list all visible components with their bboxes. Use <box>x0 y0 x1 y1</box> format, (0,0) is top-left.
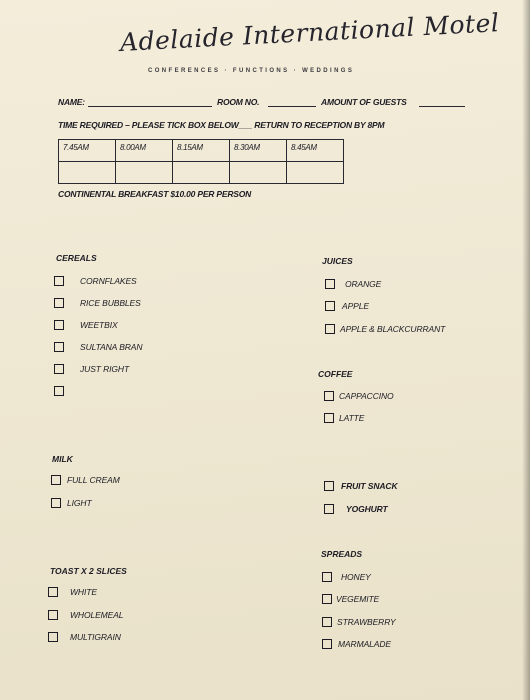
list-item[interactable]: LATTE <box>324 410 394 426</box>
motel-logo: Adelaide International Motel <box>119 8 501 57</box>
toast-heading: TOAST X 2 SLICES <box>50 566 127 576</box>
checkbox[interactable] <box>324 391 334 401</box>
checkbox[interactable] <box>324 481 334 491</box>
list-item[interactable]: MULTIGRAIN <box>48 629 123 645</box>
time-instruction: TIME REQUIRED – PLEASE TICK BOX BELOW___ RETURN TO RECEPTION BY 8PM <box>58 120 385 130</box>
guests-label: AMOUNT OF GUESTS <box>321 97 407 107</box>
list-item[interactable]: STRAWBERRY <box>322 614 396 630</box>
checkbox[interactable] <box>48 587 58 597</box>
checkbox[interactable] <box>325 324 335 334</box>
time-cell: 8.15AM <box>173 140 230 162</box>
list-item[interactable]: SULTANA BRAN <box>54 339 142 355</box>
juices-list <box>325 276 445 337</box>
spreads-heading: SPREADS <box>321 549 363 559</box>
guests-field-line[interactable] <box>419 106 465 107</box>
checkbox[interactable] <box>48 610 58 620</box>
time-header-row <box>59 140 344 162</box>
list-item[interactable]: WHITE <box>48 584 123 600</box>
checkbox[interactable] <box>54 298 64 308</box>
list-item[interactable]: APPLE & BLACKCURRANT <box>325 321 445 337</box>
checkbox[interactable] <box>324 413 334 423</box>
list-item[interactable] <box>54 383 142 399</box>
checkbox[interactable] <box>325 301 335 311</box>
price-note: CONTINENTAL BREAKFAST $10.00 PER PERSON <box>58 189 252 199</box>
milk-heading: MILK <box>52 454 73 464</box>
tick-cell[interactable] <box>59 162 116 184</box>
list-item[interactable]: VEGEMITE <box>322 591 396 607</box>
checkbox[interactable] <box>48 632 58 642</box>
cereals-heading: CEREALS <box>56 253 97 263</box>
checkbox[interactable] <box>51 498 61 508</box>
list-item[interactable]: YOGHURT <box>324 501 398 517</box>
time-table <box>58 139 344 184</box>
checkbox[interactable] <box>54 320 64 330</box>
list-item[interactable]: WEETBIX <box>54 317 142 333</box>
list-item[interactable]: WHOLEMEAL <box>48 607 123 623</box>
tagline: CONFERENCES · FUNCTIONS · WEDDINGS <box>148 68 355 74</box>
tick-cell[interactable] <box>173 162 230 184</box>
checkbox[interactable] <box>51 475 61 485</box>
spreads-list <box>322 569 396 652</box>
list-item[interactable]: ORANGE <box>325 276 445 292</box>
checkbox[interactable] <box>54 342 64 352</box>
list-item[interactable]: HONEY <box>322 569 396 585</box>
checkbox[interactable] <box>322 594 332 604</box>
name-label: NAME: <box>58 97 85 107</box>
juices-heading: JUICES <box>322 256 353 266</box>
list-item[interactable]: RICE BUBBLES <box>54 295 142 311</box>
checkbox[interactable] <box>324 504 334 514</box>
snacks-list <box>324 478 398 517</box>
list-item[interactable]: FRUIT SNACK <box>324 478 398 494</box>
time-tick-row <box>59 162 344 184</box>
coffee-heading: COFFEE <box>318 369 353 379</box>
checkbox[interactable] <box>322 572 332 582</box>
list-item[interactable]: CORNFLAKES <box>54 273 142 289</box>
list-item[interactable]: MARMALADE <box>322 636 396 652</box>
time-cell: 8.00AM <box>116 140 173 162</box>
milk-list <box>51 472 120 511</box>
list-item[interactable]: LIGHT <box>51 495 120 511</box>
room-field-line[interactable] <box>268 106 316 107</box>
list-item[interactable]: CAPPACCINO <box>324 388 394 404</box>
checkbox[interactable] <box>322 617 332 627</box>
checkbox[interactable] <box>54 386 64 396</box>
checkbox[interactable] <box>325 279 335 289</box>
checkbox[interactable] <box>322 639 332 649</box>
time-cell: 8.45AM <box>287 140 344 162</box>
list-item[interactable]: FULL CREAM <box>51 472 120 488</box>
tick-cell[interactable] <box>230 162 287 184</box>
time-cell: 7.45AM <box>59 140 116 162</box>
tick-cell[interactable] <box>116 162 173 184</box>
tick-cell[interactable] <box>287 162 344 184</box>
checkbox[interactable] <box>54 364 64 374</box>
time-cell: 8.30AM <box>230 140 287 162</box>
cereals-list <box>54 273 142 399</box>
name-field-line[interactable] <box>88 106 212 107</box>
toast-list <box>48 584 123 645</box>
list-item[interactable]: JUST RIGHT <box>54 361 142 377</box>
coffee-list <box>324 388 394 426</box>
list-item[interactable]: APPLE <box>325 298 445 314</box>
checkbox[interactable] <box>54 276 64 286</box>
room-label: ROOM NO. <box>217 97 260 107</box>
